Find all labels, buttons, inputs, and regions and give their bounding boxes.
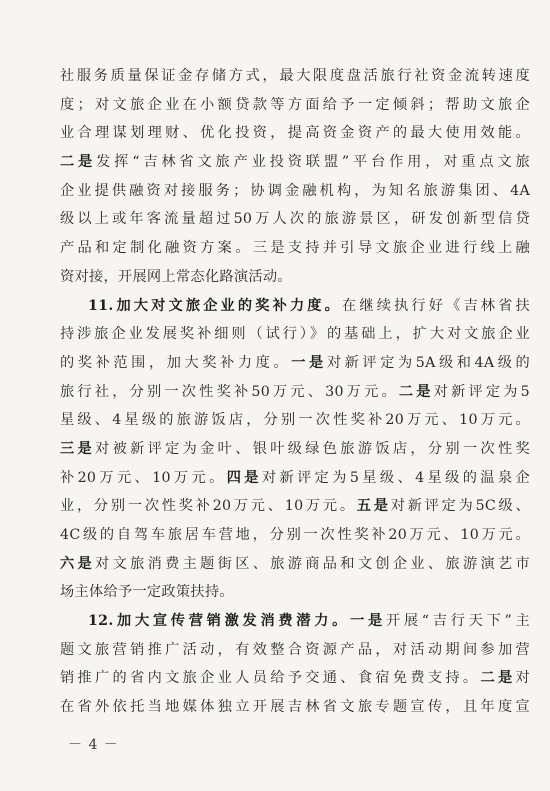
text-line: [60, 435, 530, 464]
text-segment: 度；对文旅企业在小额贷款等方面给予一定倾斜；帮助文旅企: [60, 96, 530, 113]
text-segment: 对新评定为5C级、: [390, 498, 530, 515]
bold-text-segment: 四是: [226, 469, 262, 486]
text-segment: 开展“吉行天下”主: [385, 613, 530, 630]
text-line: [60, 292, 530, 321]
text-line: [60, 492, 530, 521]
bold-text-segment: 11.加大对文旅企业的奖补力度。: [88, 297, 342, 314]
bold-text-segment: 一是: [350, 613, 386, 630]
text-segment: 产品和定制化融资方案。三是支持并引导文旅企业进行线上融: [60, 240, 530, 257]
text-segment: 场主体给予一定政策扶持。: [60, 584, 234, 601]
bold-text-segment: 二是: [480, 670, 516, 687]
bold-text-segment: 六是: [60, 555, 96, 572]
text-line: [60, 148, 530, 177]
text-segment: 题文旅营销推广活动，有效整合资源产品，对活动期间参加营: [60, 641, 530, 658]
text-segment: 对新评定为5星级、4星级的温泉企: [261, 469, 530, 486]
text-segment: 业，分别一次性奖补20万元、10万元。: [60, 498, 357, 515]
text-line: [60, 664, 530, 693]
text-line: [60, 636, 530, 665]
text-segment: 对文旅消费主题街区、旅游商品和文创企业、旅游演艺市: [95, 555, 530, 572]
text-segment: 资对接，开展网上常态化路演活动。: [60, 268, 292, 285]
text-segment: 企业提供融资对接服务；协调金融机构，为知名旅游集团、4A: [60, 182, 530, 199]
text-line: [60, 693, 530, 722]
text-segment: 社服务质量保证金存储方式，最大限度盘活旅行社资金流转速度: [60, 68, 530, 84]
text-line: [60, 320, 530, 349]
text-segment: 在省外依托当地媒体独立开展吉林省文旅专题宣传，且年度宣: [60, 699, 530, 716]
text-line: [60, 234, 530, 263]
text-line: [60, 177, 530, 206]
text-segment: 4C级的自驾车旅居车营地，分别一次性奖补20万元、10万元。: [60, 527, 530, 543]
text-line: [60, 263, 530, 292]
text-segment: 补20万元、10万元。: [60, 469, 227, 486]
text-segment: 业合理谋划理财、优化投资，提高资金资产的最大使用效能。: [60, 125, 530, 142]
text-line: [60, 119, 530, 148]
text-segment: 对: [515, 670, 530, 687]
text-segment: 持涉旅企业发展奖补细则（试行）》的基础上，扩大对文旅企业: [60, 326, 530, 343]
text-line: [60, 521, 530, 550]
bold-text-segment: 12.加大宣传营销激发消费潜力。: [88, 613, 351, 630]
text-line: [60, 464, 530, 493]
text-line: [60, 607, 530, 636]
text-line: [60, 578, 530, 607]
text-line: [60, 378, 530, 407]
text-segment: 对新评定为5A级和4A级的: [326, 354, 530, 371]
text-segment: 级以上或年客流量超过50万人次的旅游景区，研发创新型信贷: [60, 211, 530, 228]
text-segment: 星级、4星级的旅游饭店，分别一次性奖补20万元、10万元。: [60, 412, 530, 429]
text-line: [60, 550, 530, 579]
document-body: [60, 62, 530, 722]
text-segment: 发挥“吉林省文旅产业投资联盟”平台作用，对重点文旅: [96, 154, 530, 171]
text-segment: 在继续执行好《吉林省扶: [342, 297, 530, 314]
text-line: [60, 406, 530, 435]
text-segment: 对新评定为5: [433, 383, 530, 400]
text-segment: 销推广的省内文旅企业人员给予交通、食宿免费支持。: [60, 670, 481, 687]
bold-text-segment: 二是: [398, 383, 434, 400]
bold-text-segment: 五是: [356, 498, 391, 515]
bold-text-segment: 二是: [60, 154, 97, 171]
text-line: [60, 91, 530, 120]
text-line: [60, 62, 530, 91]
text-line: [60, 205, 530, 234]
text-segment: 旅行社，分别一次性奖补50万元、30万元。: [60, 383, 399, 400]
text-line: [60, 349, 530, 378]
text-segment: 对被新评定为金叶、银叶级绿色旅游饭店，分别一次性奖: [95, 440, 530, 457]
bold-text-segment: 一是: [291, 354, 327, 371]
bold-text-segment: 三是: [60, 440, 96, 457]
text-segment: 的奖补范围，加大奖补力度。: [60, 354, 292, 371]
page-number: － 4 －: [68, 737, 119, 753]
